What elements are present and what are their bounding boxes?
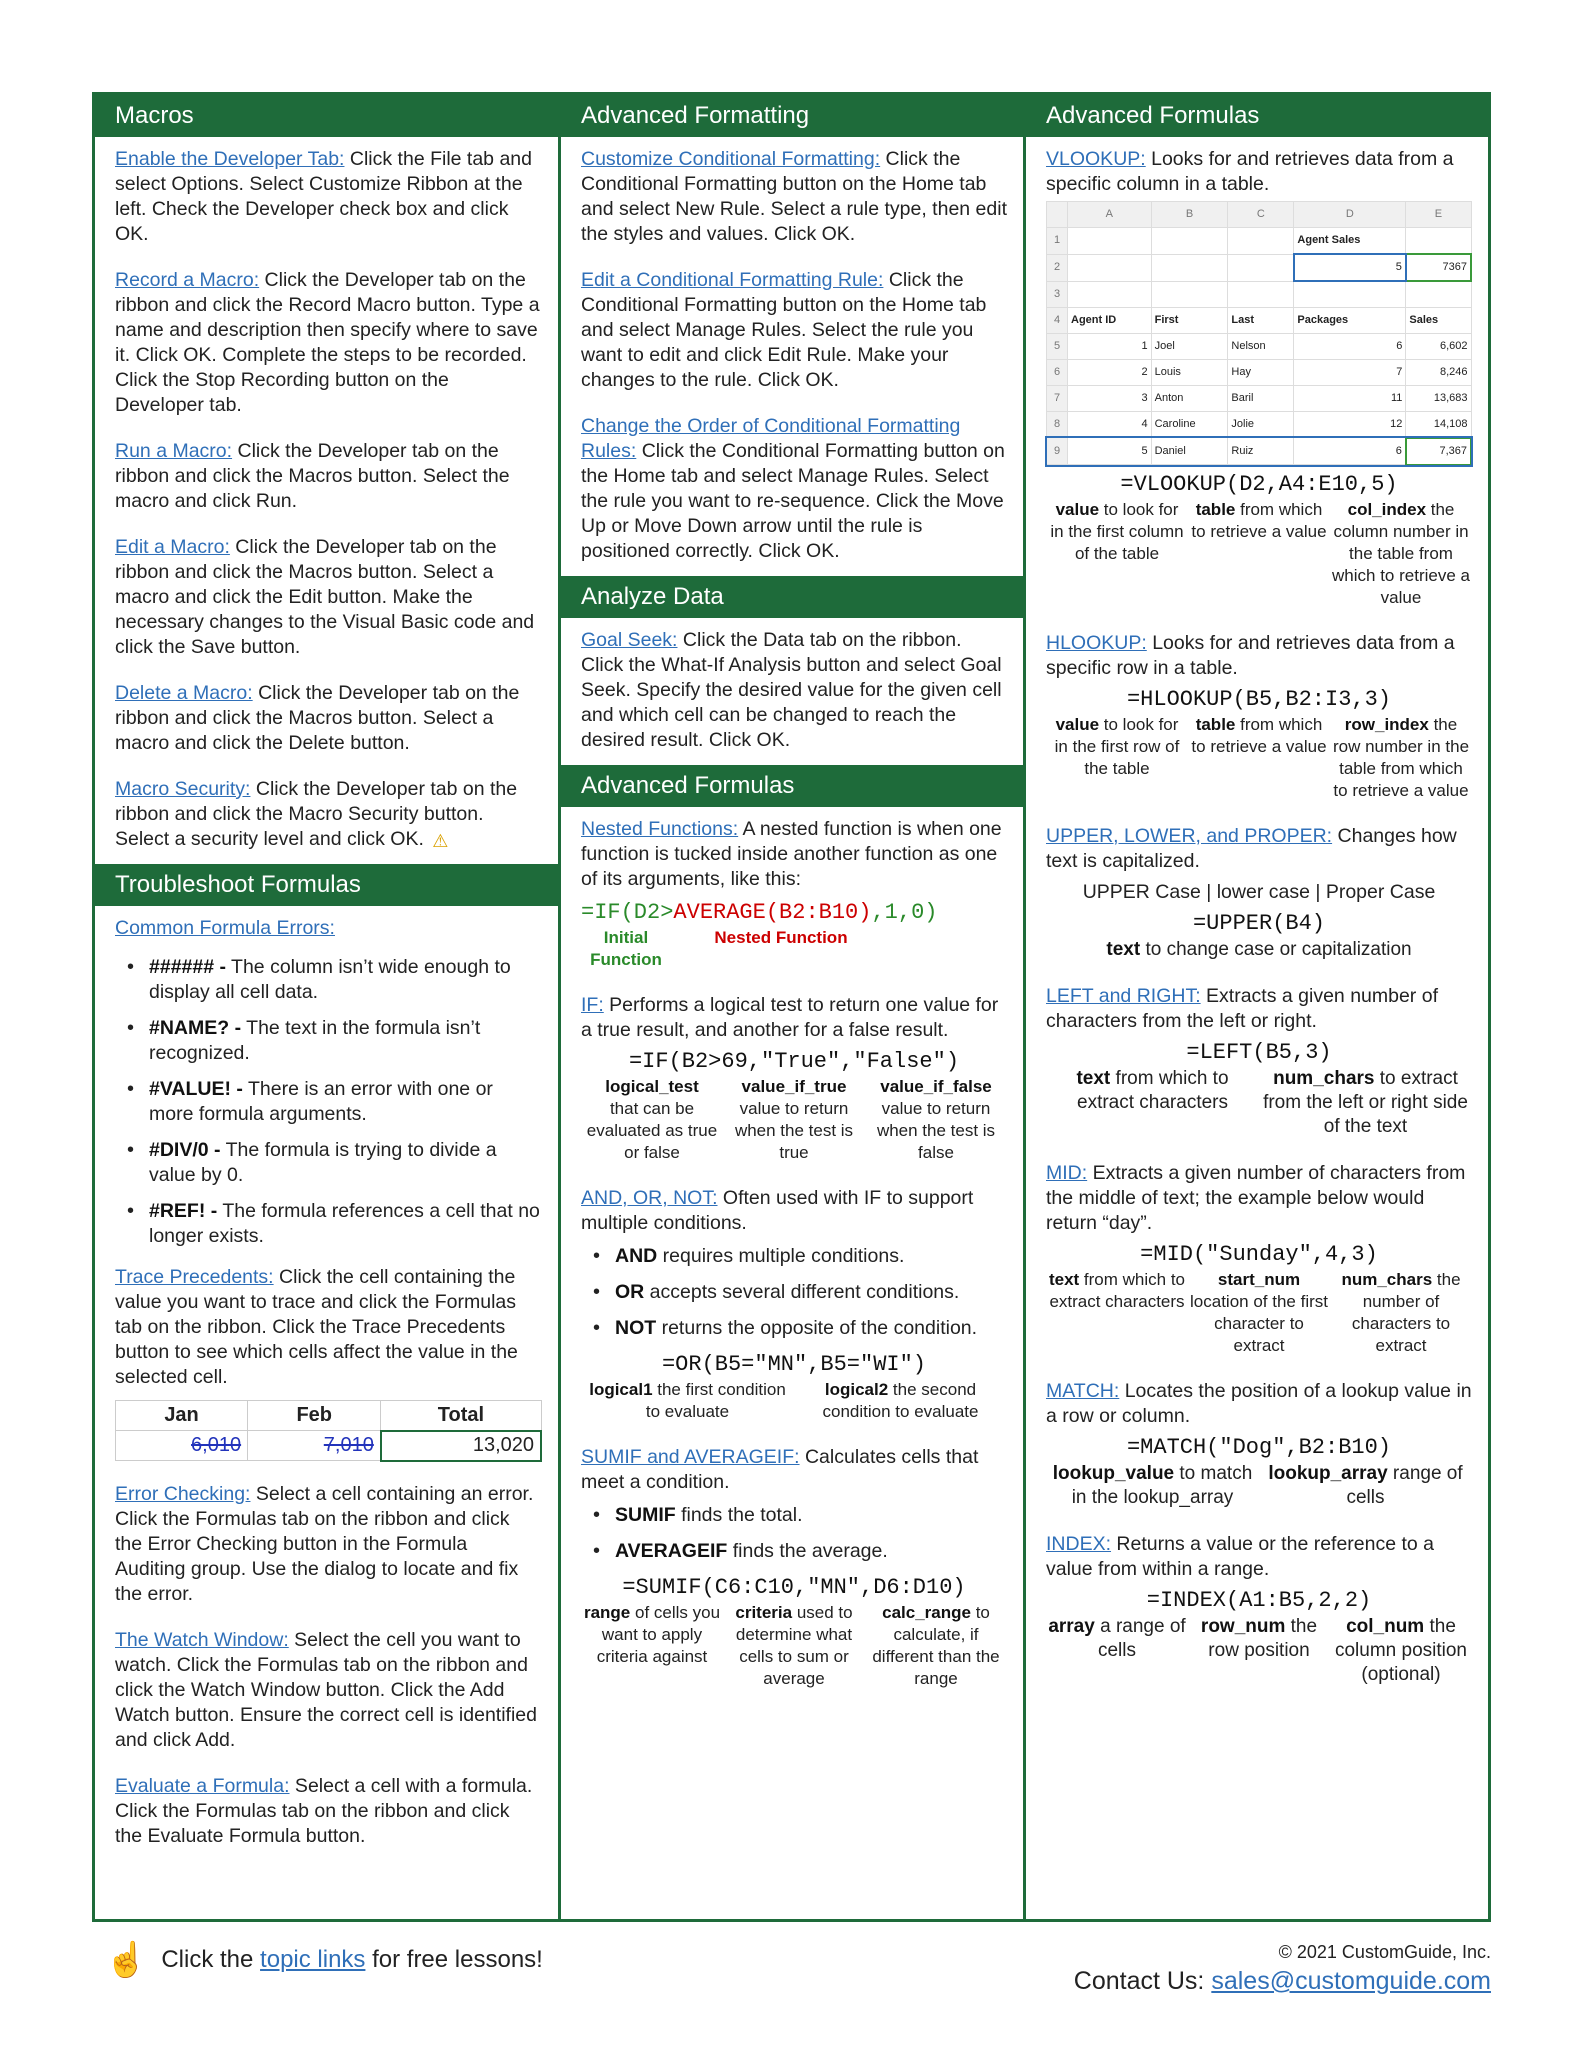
link-mid[interactable]: MID: xyxy=(1046,1161,1088,1184)
vlookup-args xyxy=(1046,499,1472,609)
email-link[interactable]: sales@customguide.com xyxy=(1211,1967,1491,1995)
list-item: • #NAME? - The text in the formula isn’t recognized. xyxy=(115,1016,542,1066)
arg: col_num the column position (optional) xyxy=(1334,1615,1468,1685)
item-text: Click the Developer tab on the ribbon and click the Record Macro button. Type a name and description then specify where to save it. Click OK. Complete the steps to be recorded. Click the Stop Recording button on the Developer tab. xyxy=(115,269,540,416)
column-right xyxy=(1026,95,1488,1919)
table-cell: 7,010 xyxy=(248,1431,381,1461)
match-formula: =MATCH("Dog",B2:B10) xyxy=(1126,1434,1392,1460)
item-text: Click the Developer tab on the ribbon and click the Macros button. Select a macro and click the Delete button. xyxy=(115,682,520,754)
table-header: Total xyxy=(381,1401,541,1431)
goal-seek-item: Goal Seek: Click the Data tab on the ribbon. Click the What-If Analysis button and select Goal Seek. Specify the desired value for the given cell and which cell can be changed to reach the desired result. Click OK. xyxy=(581,629,1002,751)
macro-item xyxy=(115,439,542,514)
arg: value to look for in the first column of the table xyxy=(1050,499,1184,563)
sumif-args xyxy=(581,1602,1007,1690)
section-header-macros: Macros xyxy=(95,95,558,137)
list-item: • NOT returns the opposite of the condition. xyxy=(581,1316,1007,1341)
link-goal-seek[interactable]: Goal Seek: xyxy=(581,629,678,651)
vlookup-item: VLOOKUP: Looks for and retrieves data from a specific column in a table. xyxy=(1046,148,1454,195)
item-text: Click the Developer tab on the ribbon and click the Macro Security button. Select a security level and click OK. xyxy=(115,778,518,850)
arg: text to change case or capitalization xyxy=(1106,938,1412,960)
upper-formula: =UPPER(B4) xyxy=(1192,910,1326,936)
arg: logical1 the first condition to evaluate xyxy=(589,1380,786,1421)
link-and-or-not[interactable]: AND, OR, NOT: xyxy=(581,1187,718,1209)
arg: table from which to retrieve a value xyxy=(1191,714,1327,756)
macro-item xyxy=(115,147,542,247)
link-watch-window[interactable]: The Watch Window: xyxy=(115,1628,289,1651)
link-match[interactable]: MATCH: xyxy=(1046,1379,1120,1402)
list-item: • SUMIF finds the total. xyxy=(581,1503,1007,1528)
arg: criteria used to determine what cells to sum or average xyxy=(735,1603,853,1688)
nested-labels xyxy=(581,927,1007,971)
link-left-right[interactable]: LEFT and RIGHT: xyxy=(1046,984,1201,1007)
arg: value to look for in the first row of the table xyxy=(1054,714,1180,778)
if-args xyxy=(581,1076,1007,1164)
arg: array a range of cells xyxy=(1048,1615,1186,1661)
macro-item xyxy=(115,777,542,852)
quick-reference-sheet xyxy=(92,92,1491,1922)
match-item: MATCH: Locates the position of a lookup value in a row or column. xyxy=(1046,1379,1472,1427)
section-header-troubleshoot: Troubleshoot Formulas xyxy=(95,864,558,906)
vlookup-table: A B C D E 1 Agent Sales 2 5 7367 3 4 Agent ID First Last Packages Sales 5 1 Joel Nelson 6 6,602 6 2 Louis Hay 7 8,246 7 3 Anton Baril 11 13,683 8 4 Caroline Jolie 12 14,108 9 5 Daniel Ruiz 6 7,367 xyxy=(1046,201,1472,466)
or-formula: =OR(B5="MN",B5="WI") xyxy=(661,1352,927,1377)
index-formula: =INDEX(A1:B5,2,2) xyxy=(1146,1587,1372,1613)
link-if[interactable]: IF: xyxy=(581,994,604,1016)
arg: text from which to extract characters xyxy=(1048,1269,1186,1311)
formatting-item: Change the Order of Conditional Formatting Rules: Click the Conditional Formatting button on the Home tab and select Manage Rules. Select the rule you want to re-sequence. Click the Move Up or Move Down arrow until the rule is positioned correctly. Click OK. xyxy=(581,415,1005,562)
arg: logical_test that can be evaluated as true or false xyxy=(586,1077,718,1162)
footer-contact xyxy=(1074,1942,1491,1996)
mid-item: MID: Extracts a given number of characters from the middle of text; the example below would return “day”. xyxy=(1046,1161,1466,1234)
link-macro-security[interactable]: Macro Security: xyxy=(115,778,251,800)
nested-item: Nested Functions: A nested function is when one function is tucked inside another function as one of its arguments, like this: xyxy=(581,818,1002,890)
arg: lookup_value to match in the lookup_array xyxy=(1052,1462,1253,1508)
link-record-macro[interactable]: Record a Macro: xyxy=(115,269,260,291)
list-item: • #DIV/0 - The formula is trying to divide a value by 0. xyxy=(115,1138,542,1188)
table-header: Feb xyxy=(248,1401,381,1431)
and-item: AND, OR, NOT: Often used with IF to support multiple conditions. xyxy=(581,1187,974,1234)
footer-text: Click the xyxy=(161,1946,254,1973)
link-delete-macro[interactable]: Delete a Macro: xyxy=(115,682,253,704)
link-hlookup[interactable]: HLOOKUP: xyxy=(1046,631,1147,654)
pointing-hand-icon: ☝ xyxy=(105,1941,148,1979)
mid-formula: =MID("Sunday",4,3) xyxy=(1140,1241,1378,1267)
link-run-macro[interactable]: Run a Macro: xyxy=(115,440,233,462)
footer-text: for free lessons! xyxy=(372,1946,543,1973)
link-edit-macro[interactable]: Edit a Macro: xyxy=(115,536,230,558)
formatting-item: Customize Conditional Formatting: Click the Conditional Formatting button on the Home tab and select New Rule. Select a rule type, then edit the styles and values. Click OK. xyxy=(581,148,1007,245)
arg: calc_range to calculate, if different than the range xyxy=(872,1603,1000,1688)
macro-item xyxy=(115,268,542,418)
item-text: Click the File tab and select Options. Select Customize Ribbon at the left. Check the Developer check box and click OK. xyxy=(115,148,532,245)
or-args xyxy=(581,1379,1007,1423)
link-evaluate-formula[interactable]: Evaluate a Formula: xyxy=(115,1774,290,1797)
link-customize-cf[interactable]: Customize Conditional Formatting: xyxy=(581,148,881,170)
if-item: IF: Performs a logical test to return one value for a true result, and another for a false result. xyxy=(581,994,999,1041)
link-error-checking[interactable]: Error Checking: xyxy=(115,1482,251,1505)
list-item: • ###### - The column isn’t wide enough to display all cell data. xyxy=(115,955,542,1005)
list-item: • AND requires multiple conditions. xyxy=(581,1244,1007,1269)
item-text: Click the Developer tab on the ribbon and click the Macros button. Select the macro and click Run. xyxy=(115,440,510,512)
formatting-item: Edit a Conditional Formatting Rule: Click the Conditional Formatting button on the Home tab and select Manage Rules. Select the rule you want to edit and click Edit Rule. Make your changes to the rule. Click OK. xyxy=(581,269,987,391)
arg: table from which to retrieve a value xyxy=(1191,499,1327,541)
macro-item xyxy=(115,535,542,660)
list-item: • AVERAGEIF finds the average. xyxy=(581,1539,1007,1564)
arg: num_chars the number of characters to extract xyxy=(1341,1269,1461,1355)
list-item: • #REF! - The formula references a cell that no longer exists. xyxy=(115,1199,542,1249)
upper-args xyxy=(1046,938,1472,962)
upper-item: UPPER, LOWER, and PROPER: Changes how text is capitalized. xyxy=(1046,824,1457,872)
case-example: UPPER Case | lower case | Proper Case xyxy=(1082,880,1436,903)
arg: row_num the row position xyxy=(1200,1615,1318,1661)
footer-lessons xyxy=(105,1940,543,1980)
trace-precedents-table xyxy=(115,1400,542,1462)
arg: range of cells you want to apply criteria against xyxy=(583,1603,721,1666)
hlookup-args xyxy=(1046,714,1472,802)
arg: col_index the column number in the table from which to retrieve a value xyxy=(1332,499,1470,607)
warning-icon: ⚠ xyxy=(432,831,449,851)
arg: value_if_false value to return when the test is false xyxy=(876,1077,996,1162)
link-upper-lower-proper[interactable]: UPPER, LOWER, and PROPER: xyxy=(1046,824,1333,847)
hlookup-formula: =HLOOKUP(B5,B2:I3,3) xyxy=(1126,686,1392,712)
section-header-analyze-data: Analyze Data xyxy=(561,576,1023,618)
link-sumif-averageif[interactable]: SUMIF and AVERAGEIF: xyxy=(581,1446,800,1468)
link-trace-precedents[interactable]: Trace Precedents: xyxy=(115,1266,274,1288)
link-nested-functions[interactable]: Nested Functions: xyxy=(581,818,739,840)
link-enable-developer[interactable]: Enable the Developer Tab: xyxy=(115,148,345,170)
vlookup-formula: =VLOOKUP(D2,A4:E10,5) xyxy=(1120,471,1398,497)
link-change-order-cf[interactable]: Change the Order of Conditional Formatting Rules: xyxy=(581,415,961,462)
link-vlookup[interactable]: VLOOKUP: xyxy=(1046,148,1146,170)
error-list xyxy=(115,955,542,1249)
mid-args xyxy=(1046,1269,1472,1357)
evaluate-item: Evaluate a Formula: Select a cell with a formula. Click the Formulas tab on the ribbon and click the Evaluate Formula button. xyxy=(115,1774,533,1847)
section-header-advanced-formatting: Advanced Formatting xyxy=(561,95,1023,137)
table-header: Jan xyxy=(116,1401,248,1431)
column-middle xyxy=(561,95,1026,1919)
arg: value_if_true value to return when the test is true xyxy=(734,1077,854,1162)
item-text: Click the Developer tab on the ribbon and click the Macros button. Select a macro and click the Edit button. Make the necessary changes to the Visual Basic code and click the Save button. xyxy=(115,536,535,658)
arg: num_chars to extract from the left or right side of the text xyxy=(1263,1067,1468,1137)
sumif-item: SUMIF and AVERAGEIF: Calculates cells that meet a condition. xyxy=(581,1446,979,1493)
hlookup-item: HLOOKUP: Looks for and retrieves data from a specific row in a table. xyxy=(1046,631,1455,679)
copyright: © 2021 CustomGuide, Inc. xyxy=(1278,1942,1491,1962)
if-formula: =IF(B2>69,"True","False") xyxy=(628,1049,960,1074)
and-list xyxy=(581,1244,1007,1341)
section-header-advanced-formulas: Advanced Formulas xyxy=(561,765,1023,807)
left-args xyxy=(1046,1067,1472,1139)
left-item: LEFT and RIGHT: Extracts a given number of characters from the left or right. xyxy=(1046,984,1438,1032)
table-cell-selected: 13,020 xyxy=(381,1431,541,1461)
error-check-item: Error Checking: Select a cell containing an error. Click the Formulas tab on the ribbon and click the Error Checking button in the Formula Auditing group. Use the dialog to locate and fix the error. xyxy=(115,1482,534,1605)
link-index[interactable]: INDEX: xyxy=(1046,1532,1112,1555)
table-cell: 6,010 xyxy=(116,1431,248,1461)
initial-function-label: Initial Function xyxy=(590,928,662,969)
arg: logical2 the second condition to evaluate xyxy=(822,1380,979,1421)
arg: text from which to extract characters xyxy=(1076,1067,1229,1113)
match-args xyxy=(1046,1462,1472,1510)
index-args xyxy=(1046,1615,1472,1687)
sumif-formula: =SUMIF(C6:C10,"MN",D6:D10) xyxy=(622,1575,966,1600)
nested-function-label: Nested Function xyxy=(714,928,848,947)
arg: row_index the row number in the table from which to retrieve a value xyxy=(1332,714,1470,800)
sumif-list xyxy=(581,1503,1007,1564)
column-left xyxy=(95,95,561,1919)
topic-links-link[interactable]: topic links xyxy=(260,1946,366,1973)
nested-formula: =IF(D2>AVERAGE(B2:B10),1,0) xyxy=(581,900,938,925)
list-item: • OR accepts several different conditions. xyxy=(581,1280,1007,1305)
arg: start_num location of the first character to extract xyxy=(1190,1269,1328,1355)
arg: lookup_array range of cells xyxy=(1268,1462,1463,1508)
list-item: • #VALUE! - There is an error with one or more formula arguments. xyxy=(115,1077,542,1127)
watch-item: The Watch Window: Select the cell you want to watch. Click the Formulas tab on the ribbon and click the Watch Window button. Click the Add Watch button. Ensure the correct cell is identified and click Add. xyxy=(115,1628,537,1751)
left-formula: =LEFT(B5,3) xyxy=(1186,1039,1332,1065)
macro-item xyxy=(115,681,542,756)
index-item: INDEX: Returns a value or the reference to a value from within a range. xyxy=(1046,1532,1435,1580)
trace-item: Trace Precedents: Click the cell containing the value you want to trace and click the Formulas tab on the ribbon. Click the Trace Precedents button to see which cells affect the value in the selected cell. xyxy=(115,1266,518,1388)
link-edit-cf-rule[interactable]: Edit a Conditional Formatting Rule: xyxy=(581,269,884,291)
contact-line: Contact Us: sales@customguide.com xyxy=(1073,1967,1491,1995)
link-common-errors[interactable]: Common Formula Errors: xyxy=(115,917,335,939)
section-header-advanced-formulas-2: Advanced Formulas xyxy=(1026,95,1488,137)
